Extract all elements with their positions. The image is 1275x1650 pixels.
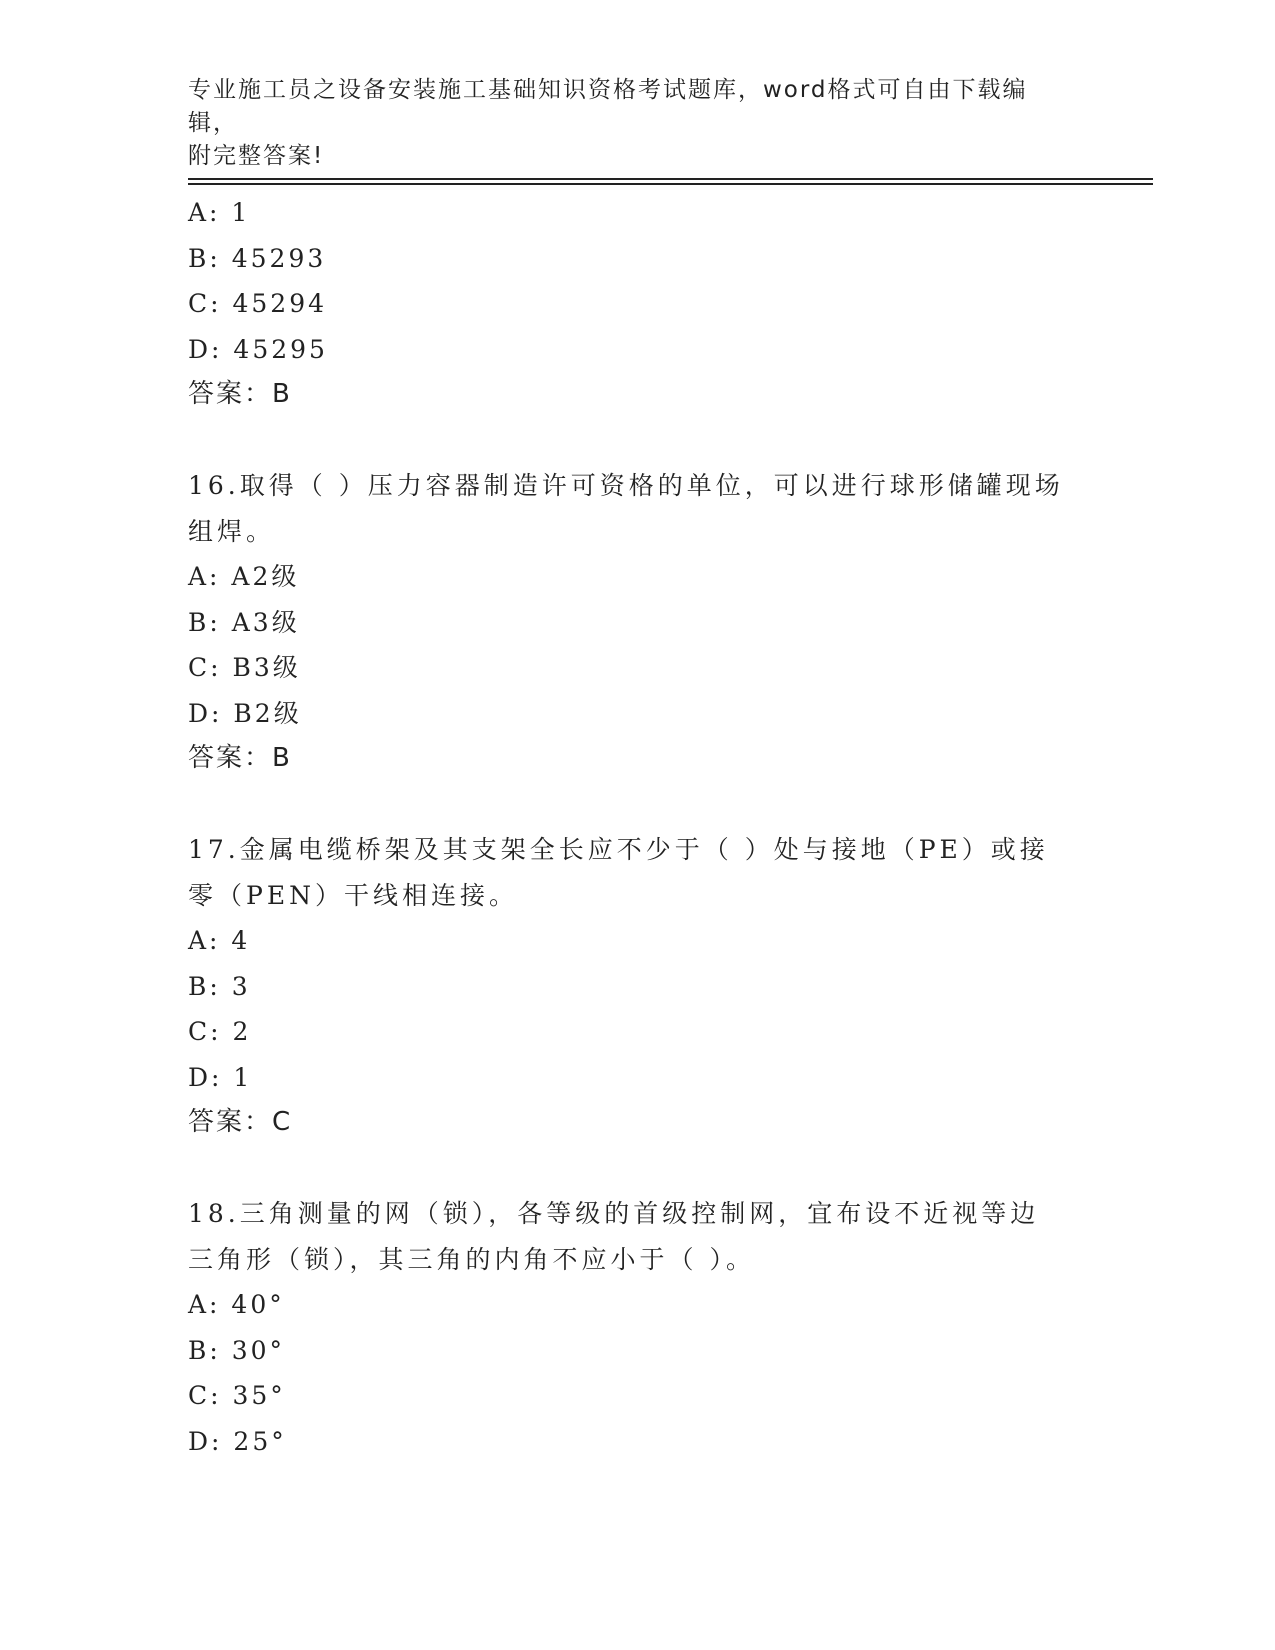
- option-b: B: 3: [188, 971, 251, 1001]
- option-b: B: A3级: [188, 607, 300, 637]
- option-d: D: 45295: [188, 334, 328, 364]
- option-d: D: B2级: [188, 698, 302, 728]
- question-15-partial: [188, 190, 1088, 418]
- answer-line: 答案：B: [188, 379, 292, 409]
- option-b: B: 30°: [188, 1335, 286, 1365]
- spacer: [188, 418, 1088, 464]
- spacer: [188, 1146, 1088, 1192]
- question-list: [188, 190, 1088, 1464]
- option-d: D: 1: [188, 1062, 253, 1092]
- option-c: C: B3级: [188, 653, 301, 682]
- option-b: B: 45293: [188, 243, 327, 273]
- answer-line: 答案：C: [188, 1107, 293, 1137]
- option-c: C: 35°: [188, 1381, 286, 1410]
- option-d: D: 25°: [188, 1426, 287, 1456]
- question-17: [188, 827, 1088, 1146]
- header-line-2: 附完整答案!: [188, 143, 325, 169]
- option-c: C: 45294: [188, 289, 328, 318]
- question-16: [188, 463, 1088, 782]
- option-a: A: 40°: [188, 1290, 285, 1319]
- question-stem: 16.取得（ ）压力容器制造许可资格的单位，可以进行球形储罐现场组焊。: [188, 471, 1064, 546]
- header-line-1: 专业施工员之设备安装施工基础知识资格考试题库，word格式可自由下载编辑，: [188, 77, 1028, 136]
- answer-line: 答案：B: [188, 743, 292, 773]
- question-stem: 17.金属电缆桥架及其支架全长应不少于（ ）处与接地（PE）或接零（PEN）干线相连接。: [188, 835, 1049, 910]
- option-a: A: A2级: [188, 562, 300, 591]
- question-18: [188, 1191, 1088, 1464]
- spacer: [188, 782, 1088, 828]
- option-c: C: 2: [188, 1017, 252, 1046]
- header-divider-bottom: [188, 183, 1153, 185]
- option-a: A: 1: [188, 198, 251, 227]
- option-a: A: 4: [188, 926, 251, 955]
- document-header: [188, 74, 1068, 173]
- question-stem: 18.三角测量的网（锁），各等级的首级控制网，宜布设不近视等边三角形（锁），其三角的内角不应小于（ ）。: [188, 1199, 1040, 1274]
- header-divider-top: [188, 178, 1153, 180]
